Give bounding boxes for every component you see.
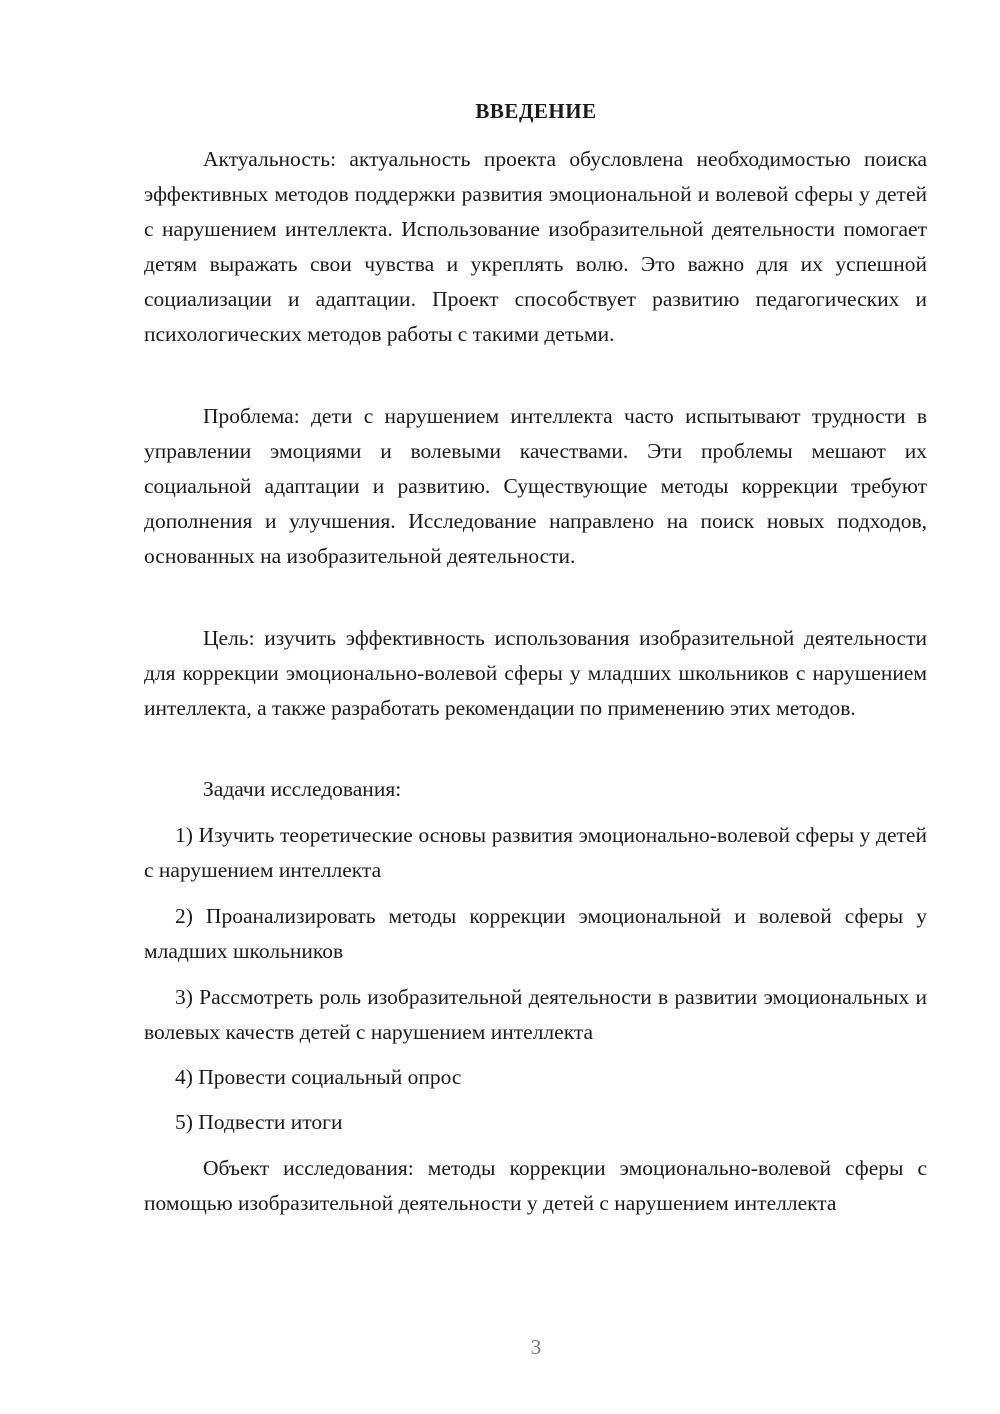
paragraph-relevance: Актуальность: актуальность проекта обусловлена необходимостью поиска эффективных методов поддержки развития эмоциональной и волевой сферы у детей с нарушением интеллекта. Использование изобразительной деятельности помогает детям выражать свои чувства и укреплять волю. Это важно для их успешной социализации и адаптации. Проект способствует развитию педагогических и психологических методов работы с такими детьми.	[144, 147, 927, 346]
tasks-heading: Задачи исследования:	[203, 777, 402, 801]
section-heading: ВВЕДЕНИЕ	[475, 99, 597, 123]
page-number: 3	[530, 1335, 542, 1359]
paragraph-object: Объект исследования: методы коррекции эмоционально-волевой сферы с помощью изобразительной деятельности у детей с нарушением интеллекта	[144, 1156, 927, 1215]
task-item-2: 2) Проанализировать методы коррекции эмоциональной и волевой сферы у младших школьников	[144, 904, 927, 963]
task-item-3: 3) Рассмотреть роль изобразительной деятельности в развитии эмоциональных и волевых качеств детей с нарушением интеллекта	[144, 985, 927, 1044]
paragraph-goal: Цель: изучить эффективность использования изобразительной деятельности для коррекции эмоционально-волевой сферы у младших школьников с нарушением интеллекта, а также разработать рекомендации по применению этих методов.	[144, 626, 927, 720]
task-item-1: 1) Изучить теоретические основы развития эмоционально-волевой сферы у детей с нарушением интеллекта	[144, 823, 927, 882]
task-item-4: 4) Провести социальный опрос	[175, 1065, 462, 1089]
task-item-5: 5) Подвести итоги	[175, 1110, 343, 1134]
paragraph-problem: Проблема: дети с нарушением интеллекта часто испытывают трудности в управлении эмоциями и волевыми качествами. Эти проблемы мешают их социальной адаптации и развитию. Существующие методы коррекции требуют дополнения и улучшения. Исследование направлено на поиск новых подходов, основанных на изобразительной деятельности.	[144, 404, 927, 568]
